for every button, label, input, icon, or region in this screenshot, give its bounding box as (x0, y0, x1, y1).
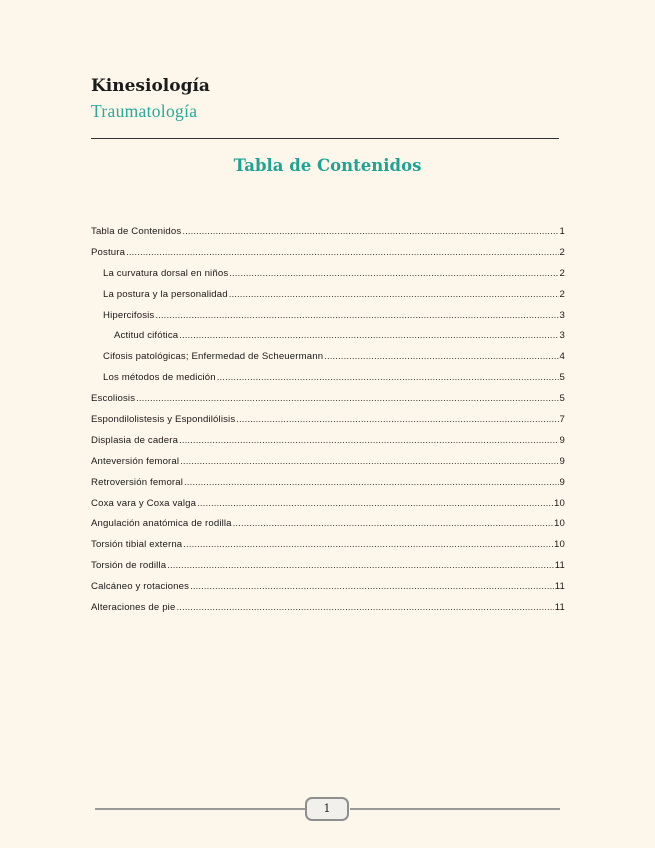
toc-entry-page: 10 (554, 497, 565, 509)
header-divider (91, 138, 559, 139)
toc-entry[interactable] (91, 558, 565, 579)
toc-entry-label: Torsión tibial externa (91, 539, 183, 551)
toc-entry[interactable] (91, 245, 565, 266)
toc-entry[interactable] (91, 454, 565, 475)
toc-entry-page: 11 (554, 560, 565, 572)
toc-heading: Tabla de Contenidos (233, 156, 422, 175)
document-title: Kinesiología (91, 76, 210, 96)
toc-dot-leader (184, 475, 558, 491)
footer-line-right (350, 808, 560, 810)
toc-dot-leader (229, 266, 558, 282)
toc-entry[interactable] (91, 537, 565, 558)
toc-entry-label: La postura y la personalidad (103, 288, 228, 300)
toc-entry-page: 5 (559, 393, 565, 405)
toc-dot-leader (183, 537, 553, 553)
toc-entry-label: Los métodos de medición (103, 372, 216, 384)
toc-entry[interactable] (91, 475, 565, 496)
toc-entry[interactable] (91, 433, 565, 454)
toc-entry[interactable] (91, 391, 565, 412)
toc-entry[interactable] (91, 349, 565, 370)
toc-entry[interactable] (91, 579, 565, 600)
toc-entry-page: 11 (554, 581, 565, 593)
toc-entry-page: 3 (559, 330, 565, 342)
toc-dot-leader (233, 516, 553, 532)
toc-dot-leader (167, 558, 554, 574)
toc-entry-label: Tabla de Contenidos (91, 226, 182, 237)
toc-entry-page: 10 (554, 539, 565, 551)
toc-entry-label: Retroversión femoral (91, 476, 184, 488)
toc-entry-label: Displasia de cadera (91, 434, 179, 446)
toc-entry-label: Hipercifosis (103, 309, 155, 321)
toc-entry[interactable] (91, 516, 565, 537)
toc-dot-leader (217, 370, 559, 386)
toc-dot-leader (182, 224, 558, 240)
toc-entry-page: 9 (559, 455, 565, 467)
table-of-contents (91, 224, 565, 621)
footer-line-left (95, 808, 305, 810)
toc-entry-label: Anteversión femoral (91, 455, 180, 467)
toc-entry-page: 10 (554, 518, 565, 530)
page-number-badge: 1 (305, 797, 349, 821)
toc-dot-leader (179, 328, 558, 344)
toc-dot-leader (236, 412, 558, 428)
toc-dot-leader (190, 579, 554, 595)
toc-entry[interactable] (91, 496, 565, 517)
toc-entry[interactable] (91, 600, 565, 621)
toc-entry[interactable] (91, 287, 565, 308)
toc-entry-page: 11 (554, 602, 565, 614)
document-subtitle: Traumatología (91, 101, 198, 121)
toc-entry[interactable] (91, 308, 565, 329)
toc-entry[interactable] (91, 266, 565, 287)
toc-entry-label: La curvatura dorsal en niños (103, 267, 229, 279)
toc-entry-page: 5 (559, 372, 565, 384)
toc-entry-page: 9 (559, 434, 565, 446)
toc-entry[interactable] (91, 328, 565, 349)
toc-dot-leader (179, 433, 558, 449)
toc-entry-label: Alteraciones de pie (91, 602, 176, 614)
toc-entry-page: 9 (559, 476, 565, 488)
toc-entry[interactable] (91, 370, 565, 391)
toc-entry-label: Coxa vara y Coxa valga (91, 497, 197, 509)
toc-dot-leader (176, 600, 553, 616)
toc-entry-page: 2 (559, 246, 565, 258)
toc-entry-page: 7 (559, 414, 565, 426)
toc-entry[interactable] (91, 412, 565, 433)
toc-entry-label: Calcáneo y rotaciones (91, 581, 190, 593)
toc-entry-page: 2 (559, 267, 565, 279)
toc-entry-label: Angulación anatómica de rodilla (91, 518, 232, 530)
toc-dot-leader (229, 287, 559, 303)
toc-entry-page: 4 (559, 351, 565, 363)
toc-entry-page: 1 (559, 226, 565, 237)
toc-entry[interactable] (91, 224, 565, 245)
toc-dot-leader (197, 496, 553, 512)
toc-entry-label: Escoliosis (91, 393, 136, 405)
toc-entry-label: Torsión de rodilla (91, 560, 167, 572)
toc-entry-page: 2 (559, 288, 565, 300)
toc-dot-leader (126, 245, 558, 261)
toc-dot-leader (136, 391, 558, 407)
toc-entry-label: Postura (91, 246, 126, 258)
toc-dot-leader (180, 454, 558, 470)
toc-dot-leader (155, 308, 558, 324)
toc-entry-page: 3 (559, 309, 565, 321)
toc-entry-label: Actitud cifótica (114, 330, 179, 342)
toc-entry-label: Espondilolistesis y Espondilólisis (91, 414, 236, 426)
toc-dot-leader (324, 349, 558, 365)
toc-entry-label: Cifosis patológicas; Enfermedad de Scheuermann (103, 351, 324, 363)
